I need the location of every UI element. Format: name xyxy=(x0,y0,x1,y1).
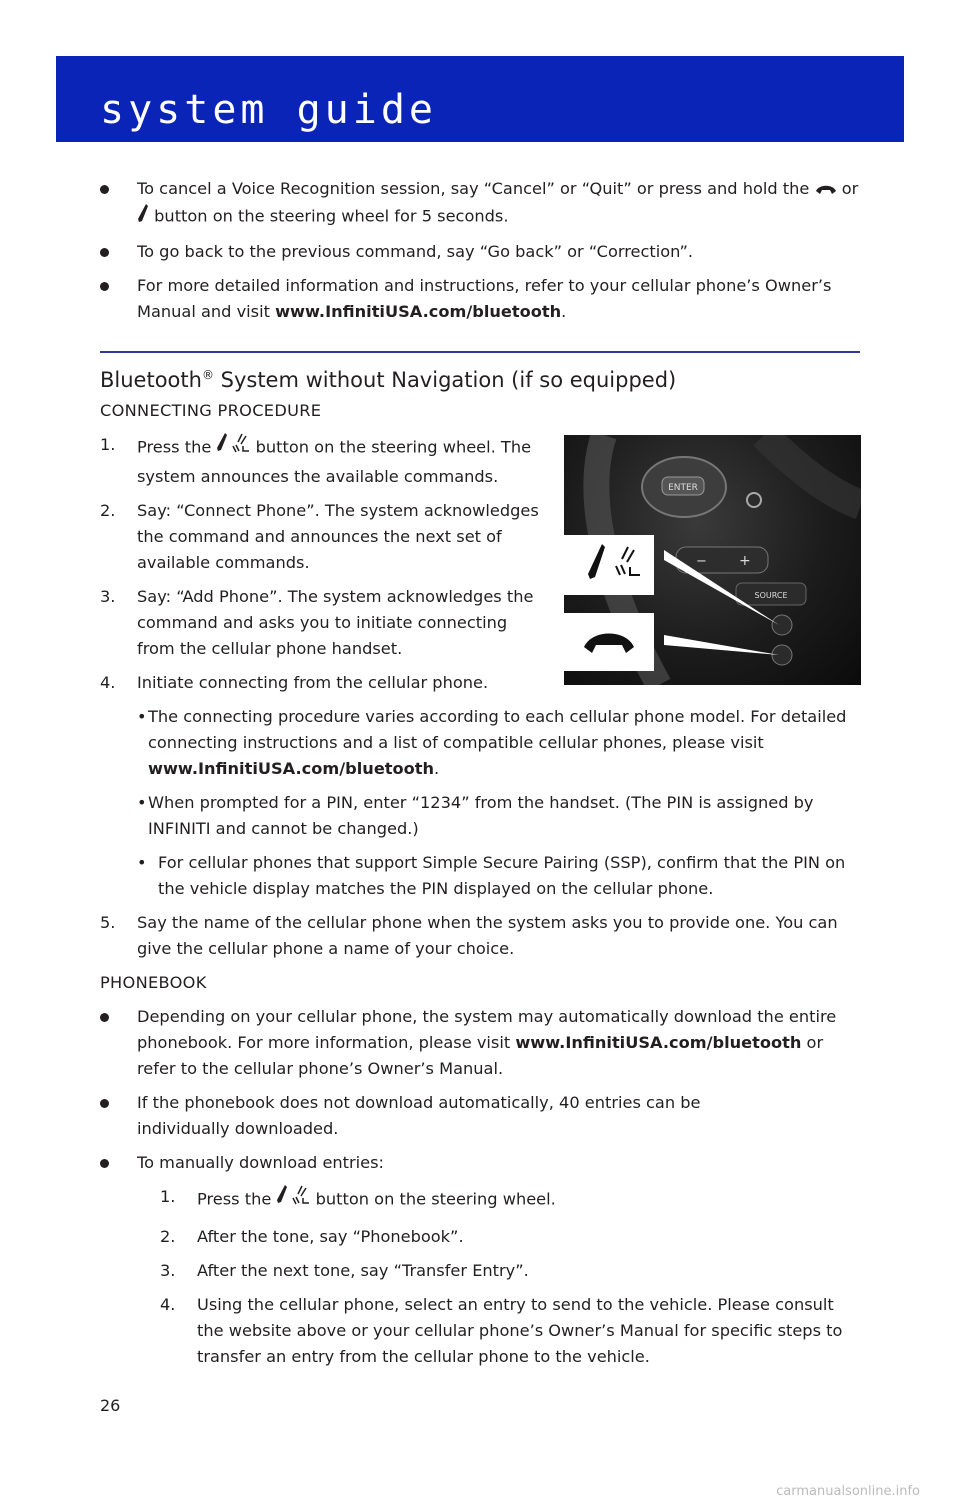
list-item: Depending on your cellular phone, the system may automatically download the entire phonebook. For more information, please visit www.InfinitiUSA.com/bluetooth or refer to the cellular phone’s Owner’s Manual. xyxy=(100,1004,860,1082)
header-title: system guide xyxy=(100,87,437,133)
list-item: 3. Say: “Add Phone”. The system acknowledges the command and asks you to initiate connecting from the cellular phone handset. xyxy=(100,587,534,658)
list-item: 2. After the tone, say “Phonebook”. xyxy=(160,1227,464,1246)
bluetooth-link[interactable]: www.InfinitiUSA.com/bluetooth xyxy=(275,301,562,321)
phone-talk-icon xyxy=(276,1184,310,1216)
list-item: If the phonebook does not download automatically, 40 entries can be individually downloaded. xyxy=(100,1090,860,1142)
connecting-steps xyxy=(100,432,540,696)
list-item: 2. Say: “Connect Phone”. The system acknowledges the command and announces the next set of available commands. xyxy=(100,501,539,572)
hang-up-icon xyxy=(815,177,837,203)
list-item: 1. Press the button on the steering wheel. The system announces the available commands. xyxy=(100,432,540,490)
enter-button-label: ENTER xyxy=(668,483,698,493)
page-number: 26 xyxy=(100,1396,121,1415)
list-item: To cancel a Voice Recognition session, say “Cancel” or “Quit” or press and hold the or button on the steering wheel for 5 seconds. xyxy=(100,176,860,231)
phonebook-heading: PHONEBOOK xyxy=(100,973,207,992)
phone-icon xyxy=(137,203,149,231)
list-item: To go back to the previous command, say “Go back” or “Correction”. xyxy=(100,239,860,265)
list-item: 4. Initiate connecting from the cellular phone. xyxy=(100,673,489,692)
bluetooth-link[interactable]: www.InfinitiUSA.com/bluetooth xyxy=(515,1033,802,1052)
bluetooth-link[interactable]: www.InfinitiUSA.com/bluetooth xyxy=(148,759,435,778)
section-divider xyxy=(100,351,860,353)
list-item: 3. After the next tone, say “Transfer Entry”. xyxy=(160,1261,529,1280)
list-item: 5. Say the name of the cellular phone when the system asks you to provide one. You can give the cellular phone a name of your choice. xyxy=(100,913,838,958)
connecting-heading: CONNECTING PROCEDURE xyxy=(100,401,322,420)
list-item: • The connecting procedure varies according to each cellular phone model. For detailed connecting instructions and a list of compatible cellular phones, please visit www.InfinitiUSA.com/bluetooth. xyxy=(137,707,847,778)
page-header xyxy=(56,56,904,142)
phone-talk-icon xyxy=(216,432,250,464)
intro-section xyxy=(100,176,860,333)
section-title: Bluetooth® System without Navigation (if so equipped) xyxy=(100,368,677,392)
list-item: • When prompted for a PIN, enter “1234” from the handset. (The PIN is assigned by INFINITI and cannot be changed.) xyxy=(137,793,814,838)
watermark: carmanualsonline.info xyxy=(776,1484,920,1499)
svg-text:+: + xyxy=(739,553,751,569)
list-item: 1. Press the button on the steering wheel. xyxy=(160,1184,860,1216)
list-item: For more detailed information and instructions, refer to your cellular phone’s Owner’s Manual and visit www.InfinitiUSA.com/bluetooth. xyxy=(100,273,860,325)
list-item: To manually download entries: xyxy=(100,1150,860,1176)
list-item: 4. Using the cellular phone, select an entry to send to the vehicle. Please consult the website above or your cellular phone’s Owner’s Manual for specific steps to transfer an entry from the cellular phone to the vehicle. xyxy=(160,1295,843,1366)
svg-text:−: − xyxy=(696,554,707,569)
source-button-label: SOURCE xyxy=(754,591,788,600)
manual-steps xyxy=(100,1184,860,1370)
list-item: • For cellular phones that support Simple Secure Pairing (SSP), confirm that the PIN on the vehicle display matches the PIN displayed on the cellular phone. xyxy=(137,853,846,898)
steering-wheel-photo xyxy=(564,435,861,685)
